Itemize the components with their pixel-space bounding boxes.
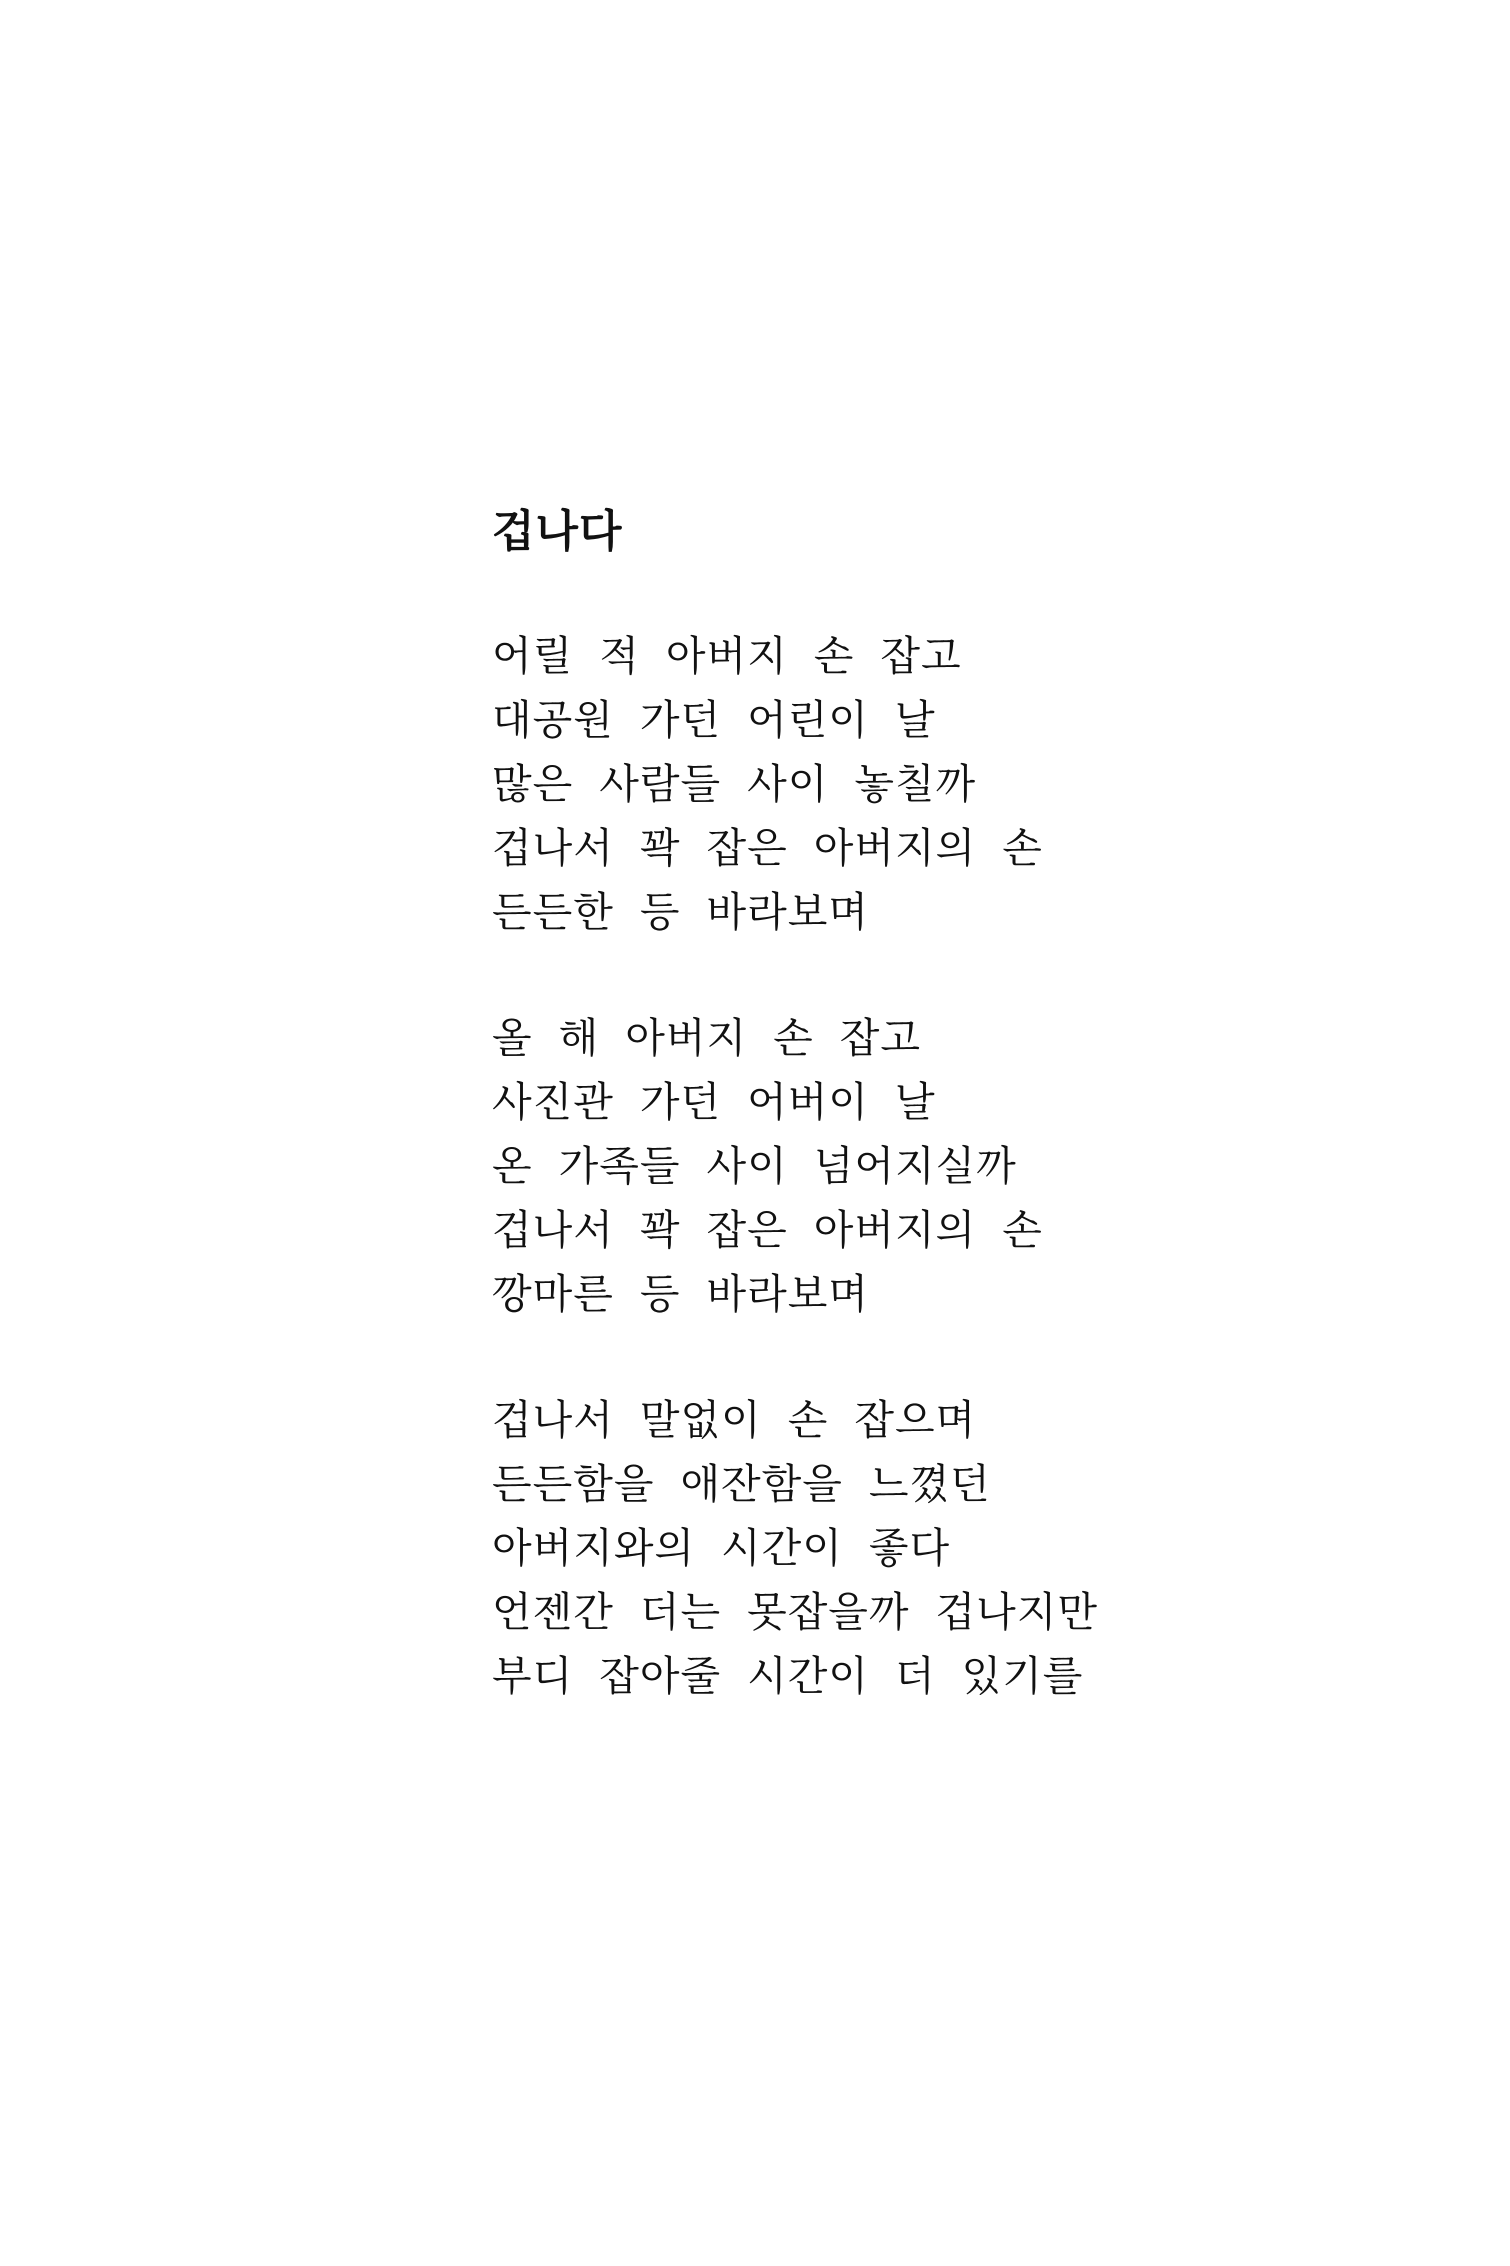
poem-line: 어릴 적 아버지 손 잡고: [492, 632, 962, 680]
poem-line: 올 해 아버지 손 잡고: [492, 1014, 921, 1062]
poem-line: 겁나서 꽉 잡은 아버지의 손: [492, 824, 1043, 872]
poem-line: 부디 잡아줄 시간이 더 있기를: [492, 1652, 1084, 1700]
poem-line: 겁나서 말없이 손 잡으며: [492, 1396, 977, 1444]
poem-line: 겁나서 꽉 잡은 아버지의 손: [492, 1206, 1043, 1254]
poem-line: 든든함을 애잔함을 느꼈던: [492, 1460, 991, 1508]
poem: [492, 500, 1312, 1708]
stanza-3: [492, 1388, 1312, 1708]
poem-line: 든든한 등 바라보며: [492, 888, 869, 936]
stanza-1: [492, 624, 1312, 944]
poem-line: 아버지와의 시간이 좋다: [492, 1524, 951, 1572]
poem-line: 온 가족들 사이 넘어지실까: [492, 1142, 1017, 1190]
poem-title: 겁나다: [492, 506, 623, 557]
stanza-2: [492, 1006, 1312, 1326]
poem-line: 대공원 가던 어린이 날: [492, 696, 936, 744]
poem-line: 사진관 가던 어버이 날: [492, 1078, 936, 1126]
poem-line: 깡마른 등 바라보며: [492, 1270, 869, 1318]
poem-line: 언젠간 더는 못잡을까 겁나지만: [492, 1588, 1098, 1636]
poem-line: 많은 사람들 사이 놓칠까: [492, 760, 977, 808]
